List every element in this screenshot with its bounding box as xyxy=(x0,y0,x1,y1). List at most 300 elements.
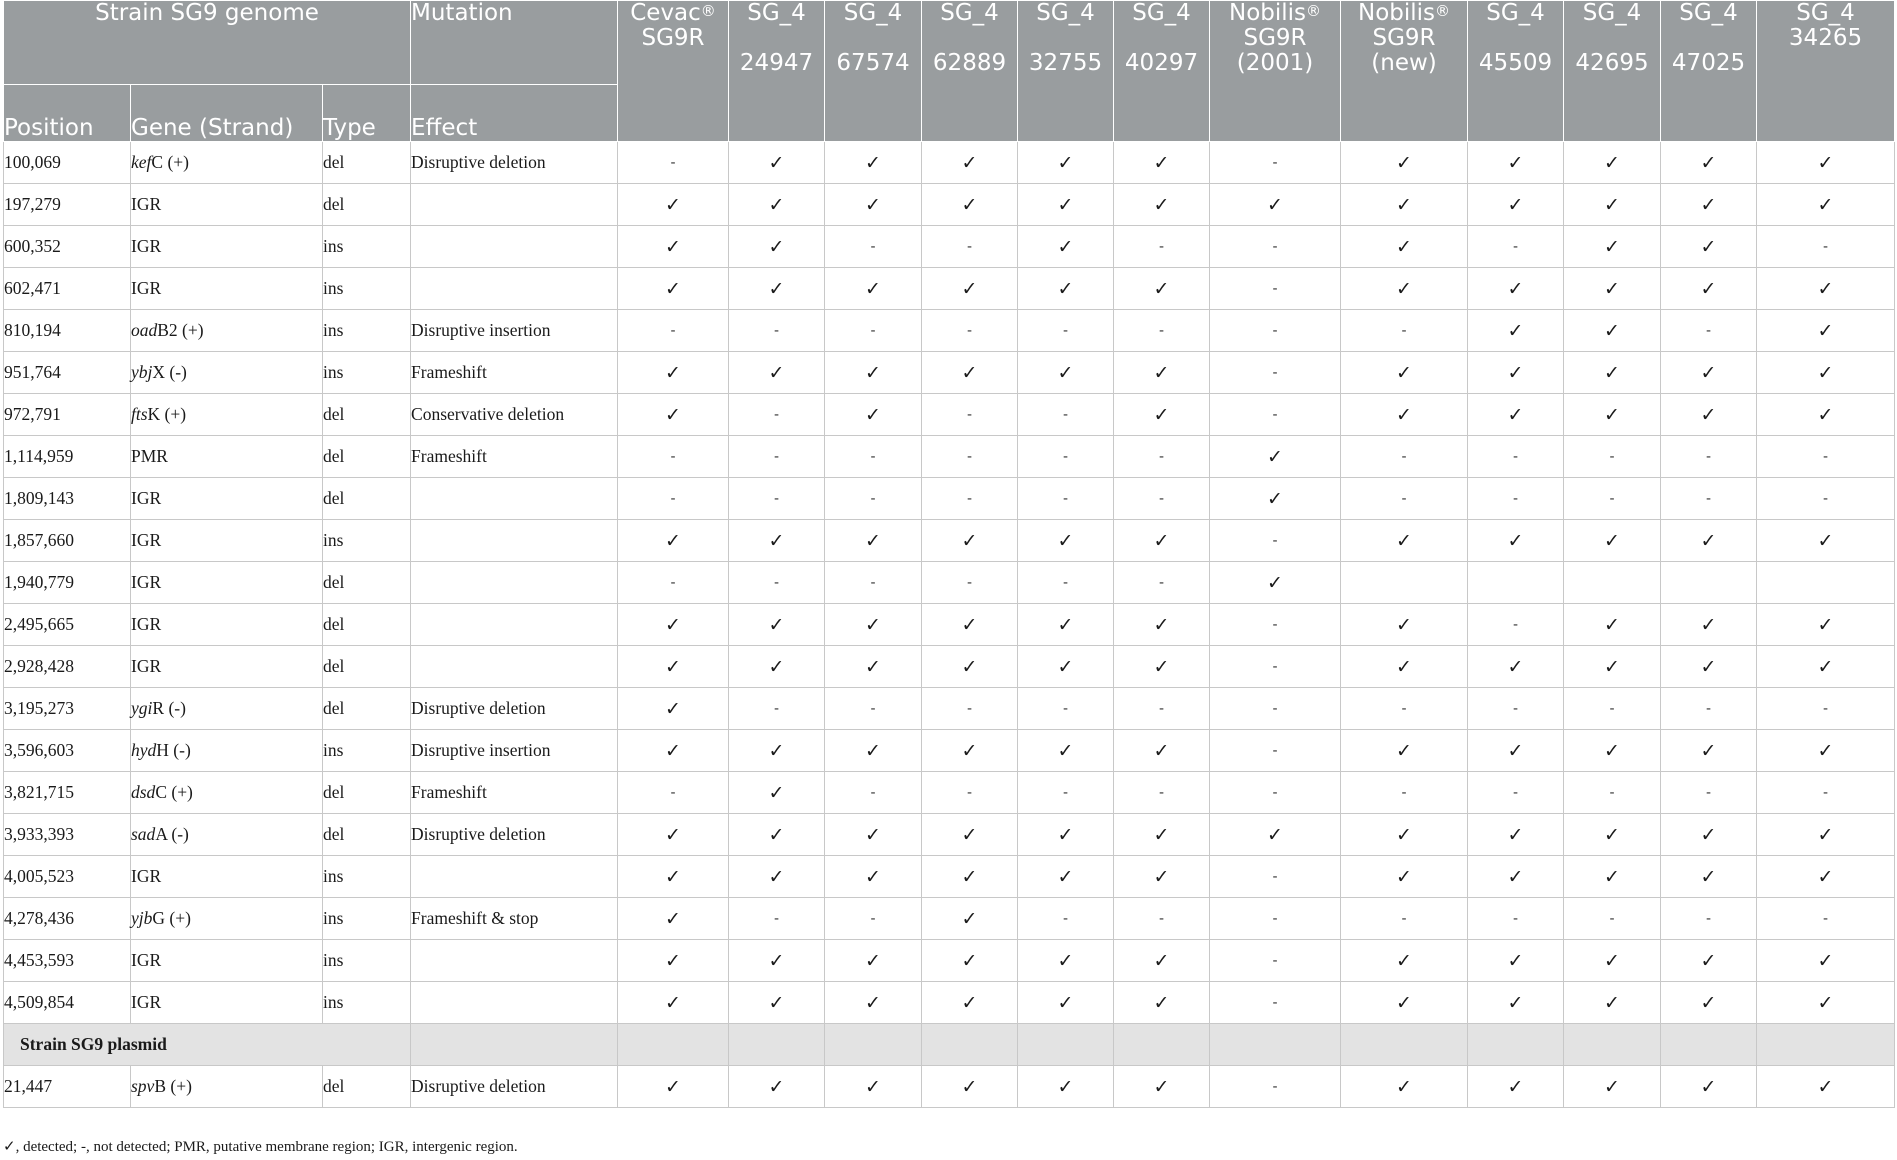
strain-value-cell: ✓ xyxy=(1114,604,1210,646)
type-cell: del xyxy=(323,562,411,604)
strain-value-cell: - xyxy=(1210,226,1341,268)
effect-cell xyxy=(411,268,618,310)
strain-value-cell: ✓ xyxy=(729,772,825,814)
strain-value-cell: ✓ xyxy=(1468,352,1564,394)
strain-value-cell: ✓ xyxy=(1341,226,1468,268)
mutation-table xyxy=(3,0,1895,1108)
header-strain-6 xyxy=(1210,1,1341,142)
effect-cell xyxy=(411,646,618,688)
strain-value-cell: ✓ xyxy=(729,226,825,268)
strain-value-cell: - xyxy=(1114,898,1210,940)
type-cell: ins xyxy=(323,856,411,898)
strain-value-cell: - xyxy=(1757,688,1895,730)
position-cell: 100,069 xyxy=(4,142,131,184)
gene-name-rest: G (+) xyxy=(152,908,191,928)
strain-value-cell: - xyxy=(1210,940,1341,982)
strain-value-cell: ✓ xyxy=(825,814,922,856)
effect-cell: Disruptive deletion xyxy=(411,688,618,730)
strain-value-cell: ✓ xyxy=(1341,730,1468,772)
strain-value-cell: ✓ xyxy=(729,940,825,982)
strain-value-cell: ✓ xyxy=(618,184,729,226)
strain-name: SG_4 xyxy=(1036,0,1095,26)
strain-value-cell: ✓ xyxy=(1564,1066,1661,1108)
header-strain-9 xyxy=(1564,1,1661,142)
gene-cell xyxy=(131,310,323,352)
strain-value-cell: ✓ xyxy=(1661,184,1757,226)
strain-value-cell: ✓ xyxy=(1564,142,1661,184)
position-cell: 3,821,715 xyxy=(4,772,131,814)
strain-value-cell: ✓ xyxy=(1018,184,1114,226)
gene-name-rest: X (-) xyxy=(152,362,187,382)
strain-value-cell: ✓ xyxy=(1661,352,1757,394)
strain-value-cell: ✓ xyxy=(1661,940,1757,982)
header-strain-0 xyxy=(618,1,729,142)
strain-value-cell: ✓ xyxy=(1757,646,1895,688)
strain-value-cell: - xyxy=(729,310,825,352)
strain-value-cell: ✓ xyxy=(1564,856,1661,898)
strain-value-cell: ✓ xyxy=(1564,268,1661,310)
gene-name-rest: B (+) xyxy=(154,1076,192,1096)
position-cell: 600,352 xyxy=(4,226,131,268)
strain-value-cell: ✓ xyxy=(1018,814,1114,856)
header-strain-10 xyxy=(1661,1,1757,142)
effect-cell xyxy=(411,604,618,646)
strain-value-cell: ✓ xyxy=(1757,730,1895,772)
strain-value-cell: ✓ xyxy=(1757,352,1895,394)
strain-value-cell: ✓ xyxy=(1114,982,1210,1024)
strain-value-cell: ✓ xyxy=(729,352,825,394)
section-empty-cell xyxy=(922,1024,1018,1066)
section-empty-cell xyxy=(1341,1024,1468,1066)
header-type: Type xyxy=(323,85,411,142)
strain-value-cell: - xyxy=(1341,898,1468,940)
type-cell: del xyxy=(323,1066,411,1108)
gene-cell xyxy=(131,520,323,562)
strain-value-cell: - xyxy=(1341,310,1468,352)
section-label: Strain SG9 plasmid xyxy=(4,1024,411,1066)
position-cell: 1,857,660 xyxy=(4,520,131,562)
strain-value-cell: ✓ xyxy=(825,646,922,688)
strain-value-cell: ✓ xyxy=(1564,352,1661,394)
strain-value-cell: ✓ xyxy=(1564,394,1661,436)
position-cell: 4,453,593 xyxy=(4,940,131,982)
gene-name-rest: IGR xyxy=(131,572,162,592)
strain-value-cell: - xyxy=(1114,478,1210,520)
strain-value-cell: ✓ xyxy=(618,856,729,898)
strain-value-cell: ✓ xyxy=(1757,184,1895,226)
header-strain-7 xyxy=(1341,1,1468,142)
strain-line-3: 42695 xyxy=(1575,50,1649,76)
strain-name: SG_4 xyxy=(1132,0,1191,26)
gene-cell xyxy=(131,478,323,520)
effect-cell: Disruptive insertion xyxy=(411,730,618,772)
strain-value-cell: ✓ xyxy=(1757,310,1895,352)
strain-value-cell: ✓ xyxy=(1114,394,1210,436)
position-cell: 1,940,779 xyxy=(4,562,131,604)
strain-value-cell: - xyxy=(1210,646,1341,688)
strain-value-cell: ✓ xyxy=(618,394,729,436)
strain-value-cell: ✓ xyxy=(1564,730,1661,772)
strain-value-cell: ✓ xyxy=(618,1066,729,1108)
strain-name: SG_4 xyxy=(1679,0,1738,26)
strain-value-cell: ✓ xyxy=(1564,604,1661,646)
strain-value-cell: - xyxy=(618,310,729,352)
strain-value-cell: ✓ xyxy=(1757,814,1895,856)
strain-value-cell: ✓ xyxy=(1210,184,1341,226)
gene-name-italic: spv xyxy=(131,1076,155,1096)
strain-value-cell: - xyxy=(1210,310,1341,352)
strain-value-cell: ✓ xyxy=(825,856,922,898)
strain-value-cell: - xyxy=(825,226,922,268)
strain-line-3: 45509 xyxy=(1478,50,1553,76)
effect-cell: Frameshift xyxy=(411,436,618,478)
gene-name-rest: IGR xyxy=(131,950,162,970)
table-row xyxy=(4,184,1895,226)
strain-value-cell: ✓ xyxy=(618,730,729,772)
strain-value-cell: ✓ xyxy=(825,184,922,226)
effect-cell: Disruptive deletion xyxy=(411,814,618,856)
strain-value-cell: ✓ xyxy=(1468,142,1564,184)
strain-value-cell: ✓ xyxy=(618,940,729,982)
strain-value-cell: - xyxy=(1210,604,1341,646)
strain-value-cell: - xyxy=(1210,730,1341,772)
strain-line-3: 67574 xyxy=(836,50,910,76)
strain-value-cell: ✓ xyxy=(825,352,922,394)
strain-value-cell: ✓ xyxy=(1757,520,1895,562)
strain-value-cell: - xyxy=(1018,772,1114,814)
table-body xyxy=(4,142,1895,1108)
type-cell: ins xyxy=(323,730,411,772)
strain-value-cell: ✓ xyxy=(1468,940,1564,982)
table-row xyxy=(4,1066,1895,1108)
header-strain-3 xyxy=(922,1,1018,142)
strain-value-cell: - xyxy=(1210,520,1341,562)
strain-line-3: 62889 xyxy=(932,50,1007,76)
strain-value-cell: ✓ xyxy=(1757,394,1895,436)
strain-value-cell: ✓ xyxy=(922,268,1018,310)
gene-name-rest: H (-) xyxy=(156,740,191,760)
position-cell: 4,509,854 xyxy=(4,982,131,1024)
gene-name-rest: IGR xyxy=(131,530,162,550)
strain-value-cell: ✓ xyxy=(618,268,729,310)
section-empty-cell xyxy=(1114,1024,1210,1066)
strain-value-cell: ✓ xyxy=(1757,1066,1895,1108)
strain-value-cell xyxy=(1564,562,1661,604)
strain-line-3: 47025 xyxy=(1671,50,1746,76)
position-cell: 197,279 xyxy=(4,184,131,226)
table-row xyxy=(4,898,1895,940)
type-cell: ins xyxy=(323,352,411,394)
section-empty-cell xyxy=(1661,1024,1757,1066)
strain-value-cell: ✓ xyxy=(729,268,825,310)
strain-value-cell: ✓ xyxy=(1341,646,1468,688)
strain-name: Cevac xyxy=(630,0,701,26)
strain-value-cell: ✓ xyxy=(1341,604,1468,646)
strain-value-cell: ✓ xyxy=(922,1066,1018,1108)
strain-value-cell: - xyxy=(729,688,825,730)
strain-value-cell: ✓ xyxy=(1341,184,1468,226)
strain-value-cell: ✓ xyxy=(1018,1066,1114,1108)
section-empty-cell xyxy=(1564,1024,1661,1066)
gene-cell xyxy=(131,898,323,940)
gene-cell xyxy=(131,688,323,730)
strain-value-cell: ✓ xyxy=(825,940,922,982)
strain-value-cell: - xyxy=(729,478,825,520)
strain-value-cell: - xyxy=(1564,688,1661,730)
section-empty-cell xyxy=(1757,1024,1895,1066)
position-cell: 2,495,665 xyxy=(4,604,131,646)
strain-value-cell: ✓ xyxy=(1468,730,1564,772)
strain-value-cell: ✓ xyxy=(1114,730,1210,772)
position-cell: 951,764 xyxy=(4,352,131,394)
strain-value-cell: ✓ xyxy=(1564,982,1661,1024)
strain-value-cell: ✓ xyxy=(618,814,729,856)
strain-value-cell: ✓ xyxy=(1757,604,1895,646)
strain-value-cell: ✓ xyxy=(729,1066,825,1108)
gene-name-italic: ybj xyxy=(131,362,153,382)
strain-value-cell: - xyxy=(1114,688,1210,730)
table-row xyxy=(4,562,1895,604)
strain-value-cell: ✓ xyxy=(1018,604,1114,646)
gene-name-rest: A (-) xyxy=(155,824,189,844)
gene-name-italic: hyd xyxy=(131,740,157,760)
gene-name-rest: IGR xyxy=(131,866,162,886)
strain-value-cell: ✓ xyxy=(922,184,1018,226)
strain-value-cell: - xyxy=(618,562,729,604)
gene-name-rest: IGR xyxy=(131,278,162,298)
strain-value-cell: ✓ xyxy=(825,394,922,436)
strain-value-cell: ✓ xyxy=(825,268,922,310)
strain-value-cell: - xyxy=(825,310,922,352)
strain-value-cell: ✓ xyxy=(1468,814,1564,856)
strain-value-cell: ✓ xyxy=(1468,646,1564,688)
table-row xyxy=(4,520,1895,562)
strain-value-cell: - xyxy=(1661,478,1757,520)
gene-cell xyxy=(131,940,323,982)
strain-name: SG_4 xyxy=(843,0,903,26)
strain-value-cell: ✓ xyxy=(1018,982,1114,1024)
table-row xyxy=(4,394,1895,436)
strain-value-cell: ✓ xyxy=(1661,604,1757,646)
position-cell: 810,194 xyxy=(4,310,131,352)
strain-value-cell: ✓ xyxy=(1018,268,1114,310)
table-row xyxy=(4,940,1895,982)
gene-cell xyxy=(131,562,323,604)
strain-value-cell: - xyxy=(1757,478,1895,520)
position-cell: 1,114,959 xyxy=(4,436,131,478)
strain-value-cell: ✓ xyxy=(1468,310,1564,352)
type-cell: del xyxy=(323,478,411,520)
type-cell: del xyxy=(323,184,411,226)
strain-value-cell: - xyxy=(922,436,1018,478)
strain-value-cell: - xyxy=(1114,310,1210,352)
strain-value-cell: ✓ xyxy=(729,520,825,562)
table-row xyxy=(4,142,1895,184)
type-cell: del xyxy=(323,646,411,688)
strain-value-cell: - xyxy=(1564,436,1661,478)
strain-value-cell: - xyxy=(1210,982,1341,1024)
strain-value-cell: - xyxy=(618,142,729,184)
section-row-plasmid xyxy=(4,1024,1895,1066)
strain-value-cell: ✓ xyxy=(1341,1066,1468,1108)
strain-value-cell: ✓ xyxy=(825,604,922,646)
strain-value-cell: ✓ xyxy=(729,142,825,184)
gene-name-rest: IGR xyxy=(131,614,162,634)
header-strain-2 xyxy=(825,1,922,142)
gene-name-rest: B2 (+) xyxy=(157,320,204,340)
strain-value-cell: ✓ xyxy=(825,730,922,772)
gene-name-rest: R (-) xyxy=(152,698,186,718)
strain-value-cell: ✓ xyxy=(1661,394,1757,436)
strain-value-cell: - xyxy=(1468,772,1564,814)
type-cell: ins xyxy=(323,520,411,562)
gene-cell xyxy=(131,394,323,436)
effect-cell: Frameshift xyxy=(411,352,618,394)
strain-value-cell: - xyxy=(1757,226,1895,268)
effect-cell xyxy=(411,478,618,520)
section-empty-cell xyxy=(1468,1024,1564,1066)
type-cell: del xyxy=(323,436,411,478)
type-cell: del xyxy=(323,688,411,730)
strain-value-cell: ✓ xyxy=(922,142,1018,184)
position-cell: 3,933,393 xyxy=(4,814,131,856)
strain-value-cell: ✓ xyxy=(729,184,825,226)
effect-cell: Disruptive insertion xyxy=(411,310,618,352)
strain-value-cell: ✓ xyxy=(922,604,1018,646)
strain-value-cell: ✓ xyxy=(1018,940,1114,982)
strain-value-cell: - xyxy=(1661,898,1757,940)
gene-cell xyxy=(131,646,323,688)
strain-value-cell: ✓ xyxy=(618,982,729,1024)
strain-value-cell: - xyxy=(1661,310,1757,352)
strain-value-cell: - xyxy=(1757,898,1895,940)
strain-value-cell: ✓ xyxy=(1468,520,1564,562)
strain-value-cell: ✓ xyxy=(1564,646,1661,688)
strain-value-cell: - xyxy=(1341,688,1468,730)
strain-value-cell: ✓ xyxy=(1114,856,1210,898)
strain-line-2: 34265 xyxy=(1788,25,1863,51)
strain-value-cell xyxy=(1341,562,1468,604)
strain-value-cell: ✓ xyxy=(729,646,825,688)
position-cell: 21,447 xyxy=(4,1066,131,1108)
gene-cell xyxy=(131,814,323,856)
strain-value-cell: ✓ xyxy=(1341,394,1468,436)
header-effect: Effect xyxy=(411,85,618,142)
strain-value-cell: ✓ xyxy=(1114,184,1210,226)
strain-value-cell: ✓ xyxy=(729,814,825,856)
strain-value-cell: - xyxy=(1210,772,1341,814)
table-header xyxy=(4,1,1895,142)
strain-value-cell: ✓ xyxy=(1468,394,1564,436)
table-row xyxy=(4,982,1895,1024)
effect-cell xyxy=(411,520,618,562)
strain-value-cell: - xyxy=(1468,604,1564,646)
strain-value-cell: - xyxy=(1341,772,1468,814)
strain-value-cell: - xyxy=(618,436,729,478)
gene-cell xyxy=(131,352,323,394)
strain-value-cell: - xyxy=(1114,562,1210,604)
strain-value-cell: - xyxy=(729,436,825,478)
strain-value-cell xyxy=(1757,562,1895,604)
type-cell: ins xyxy=(323,268,411,310)
table-row xyxy=(4,646,1895,688)
effect-cell xyxy=(411,226,618,268)
strain-line-2: SG9R xyxy=(641,25,705,51)
gene-name-italic: oad xyxy=(131,320,158,340)
strain-value-cell: ✓ xyxy=(1468,982,1564,1024)
type-cell: ins xyxy=(323,898,411,940)
strain-value-cell: ✓ xyxy=(1564,184,1661,226)
strain-line-3: 24947 xyxy=(739,50,814,76)
strain-value-cell: ✓ xyxy=(1210,562,1341,604)
strain-value-cell: - xyxy=(1210,898,1341,940)
section-empty-cell xyxy=(825,1024,922,1066)
strain-value-cell: - xyxy=(1018,310,1114,352)
effect-cell xyxy=(411,856,618,898)
type-cell: del xyxy=(323,604,411,646)
strain-value-cell: ✓ xyxy=(1661,646,1757,688)
effect-cell: Frameshift & stop xyxy=(411,898,618,940)
position-cell: 4,005,523 xyxy=(4,856,131,898)
strain-value-cell: - xyxy=(922,394,1018,436)
strain-value-cell: - xyxy=(1018,688,1114,730)
strain-value-cell: ✓ xyxy=(1468,856,1564,898)
effect-cell xyxy=(411,982,618,1024)
strain-value-cell: - xyxy=(825,478,922,520)
position-cell: 2,928,428 xyxy=(4,646,131,688)
strain-value-cell: ✓ xyxy=(922,940,1018,982)
registered-mark: ® xyxy=(1435,2,1451,20)
strain-value-cell: ✓ xyxy=(922,982,1018,1024)
strain-line-3: (2001) xyxy=(1236,50,1314,76)
position-cell: 3,195,273 xyxy=(4,688,131,730)
gene-name-italic: ygi xyxy=(131,698,153,718)
gene-cell xyxy=(131,604,323,646)
strain-value-cell: ✓ xyxy=(729,982,825,1024)
strain-value-cell: - xyxy=(1018,436,1114,478)
strain-value-cell: ✓ xyxy=(618,352,729,394)
strain-value-cell: ✓ xyxy=(922,352,1018,394)
table-row xyxy=(4,268,1895,310)
strain-value-cell: - xyxy=(1018,562,1114,604)
strain-value-cell: - xyxy=(1564,898,1661,940)
strain-name: SG_4 xyxy=(747,0,806,26)
strain-value-cell: ✓ xyxy=(1341,352,1468,394)
table-row xyxy=(4,856,1895,898)
header-position: Position xyxy=(4,85,131,142)
strain-value-cell: - xyxy=(1468,898,1564,940)
gene-cell xyxy=(131,142,323,184)
header-mutation: Mutation xyxy=(411,1,618,85)
table-row xyxy=(4,814,1895,856)
strain-value-cell: ✓ xyxy=(618,646,729,688)
strain-value-cell: ✓ xyxy=(1564,814,1661,856)
header-gene-strand: Gene (Strand) xyxy=(131,85,323,142)
table-row xyxy=(4,730,1895,772)
strain-value-cell: ✓ xyxy=(1114,268,1210,310)
strain-value-cell: ✓ xyxy=(1210,814,1341,856)
strain-value-cell: - xyxy=(1018,478,1114,520)
strain-value-cell: ✓ xyxy=(1757,142,1895,184)
header-strain-8 xyxy=(1468,1,1564,142)
strain-value-cell: ✓ xyxy=(922,814,1018,856)
gene-cell xyxy=(131,184,323,226)
strain-value-cell: - xyxy=(1210,268,1341,310)
gene-name-rest: IGR xyxy=(131,236,162,256)
strain-value-cell: - xyxy=(1210,142,1341,184)
strain-name: SG_4 xyxy=(940,0,999,26)
header-strain-4 xyxy=(1018,1,1114,142)
